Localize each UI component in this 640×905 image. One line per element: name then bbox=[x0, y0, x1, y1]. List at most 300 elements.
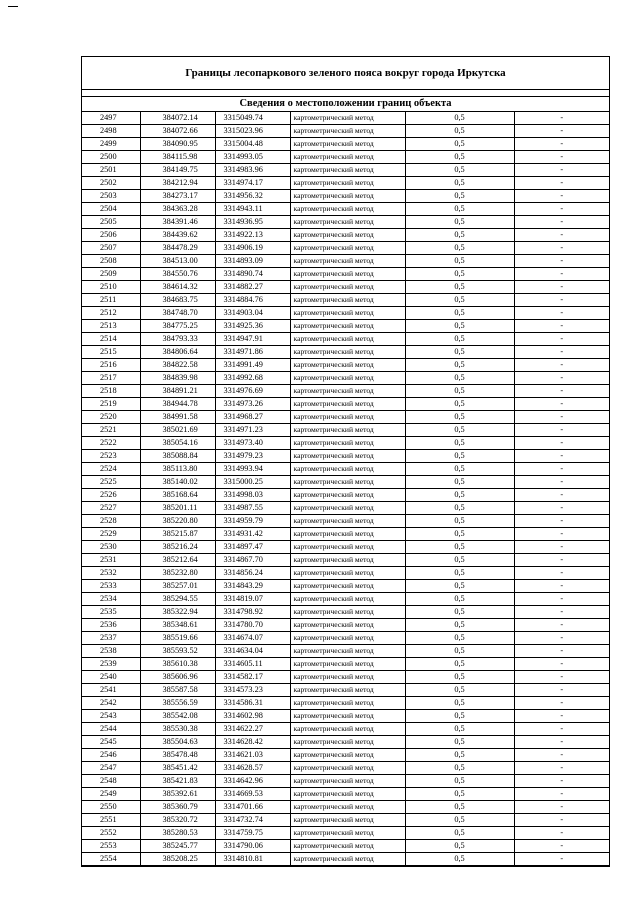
method-cell: картометрический метод bbox=[290, 424, 405, 437]
coord-x-cell: 384775.25 bbox=[140, 320, 215, 333]
method-cell: картометрический метод bbox=[290, 541, 405, 554]
description-cell: - bbox=[514, 372, 609, 385]
table-row bbox=[82, 671, 609, 684]
coord-y-cell: 3314810.81 bbox=[215, 853, 290, 866]
point-number-cell: 2530 bbox=[82, 541, 140, 554]
point-number-cell: 2523 bbox=[82, 450, 140, 463]
precision-cell: 0,5 bbox=[405, 502, 514, 515]
coord-x-cell: 385519.66 bbox=[140, 632, 215, 645]
coord-x-cell: 384513.00 bbox=[140, 255, 215, 268]
coord-y-cell: 3314947.91 bbox=[215, 333, 290, 346]
precision-cell: 0,5 bbox=[405, 684, 514, 697]
section-subtitle: Сведения о местоположении границ объекта bbox=[82, 97, 609, 112]
coord-y-cell: 3314925.36 bbox=[215, 320, 290, 333]
precision-cell: 0,5 bbox=[405, 450, 514, 463]
description-cell: - bbox=[514, 450, 609, 463]
method-cell: картометрический метод bbox=[290, 775, 405, 788]
precision-cell: 0,5 bbox=[405, 151, 514, 164]
coord-x-cell: 385360.79 bbox=[140, 801, 215, 814]
coord-y-cell: 3314701.66 bbox=[215, 801, 290, 814]
coord-x-cell: 385215.87 bbox=[140, 528, 215, 541]
precision-cell: 0,5 bbox=[405, 567, 514, 580]
header-spacer bbox=[82, 90, 609, 97]
coord-x-cell: 385113.80 bbox=[140, 463, 215, 476]
coord-x-cell: 384550.76 bbox=[140, 268, 215, 281]
description-cell: - bbox=[514, 203, 609, 216]
method-cell: картометрический метод bbox=[290, 697, 405, 710]
coord-y-cell: 3314890.74 bbox=[215, 268, 290, 281]
point-number-cell: 2521 bbox=[82, 424, 140, 437]
precision-cell: 0,5 bbox=[405, 736, 514, 749]
coord-y-cell: 3314931.42 bbox=[215, 528, 290, 541]
point-number-cell: 2543 bbox=[82, 710, 140, 723]
point-number-cell: 2544 bbox=[82, 723, 140, 736]
table-row bbox=[82, 151, 609, 164]
coord-y-cell: 3314884.76 bbox=[215, 294, 290, 307]
coord-y-cell: 3314998.03 bbox=[215, 489, 290, 502]
point-number-cell: 2550 bbox=[82, 801, 140, 814]
coord-y-cell: 3314992.68 bbox=[215, 372, 290, 385]
table-row bbox=[82, 567, 609, 580]
table-row bbox=[82, 788, 609, 801]
coord-y-cell: 3314790.06 bbox=[215, 840, 290, 853]
coord-y-cell: 3315000.25 bbox=[215, 476, 290, 489]
description-cell: - bbox=[514, 749, 609, 762]
method-cell: картометрический метод bbox=[290, 593, 405, 606]
table-row bbox=[82, 723, 609, 736]
method-cell: картометрический метод bbox=[290, 827, 405, 840]
coord-y-cell: 3314956.32 bbox=[215, 190, 290, 203]
precision-cell: 0,5 bbox=[405, 788, 514, 801]
precision-cell: 0,5 bbox=[405, 606, 514, 619]
precision-cell: 0,5 bbox=[405, 827, 514, 840]
precision-cell: 0,5 bbox=[405, 801, 514, 814]
description-cell: - bbox=[514, 710, 609, 723]
point-number-cell: 2532 bbox=[82, 567, 140, 580]
table-row bbox=[82, 450, 609, 463]
precision-cell: 0,5 bbox=[405, 528, 514, 541]
precision-cell: 0,5 bbox=[405, 424, 514, 437]
point-number-cell: 2542 bbox=[82, 697, 140, 710]
precision-cell: 0,5 bbox=[405, 632, 514, 645]
method-cell: картометрический метод bbox=[290, 723, 405, 736]
description-cell: - bbox=[514, 645, 609, 658]
point-number-cell: 2522 bbox=[82, 437, 140, 450]
precision-cell: 0,5 bbox=[405, 775, 514, 788]
coord-x-cell: 385478.48 bbox=[140, 749, 215, 762]
precision-cell: 0,5 bbox=[405, 112, 514, 125]
point-number-cell: 2552 bbox=[82, 827, 140, 840]
coord-x-cell: 385421.83 bbox=[140, 775, 215, 788]
method-cell: картометрический метод bbox=[290, 359, 405, 372]
table-row bbox=[82, 463, 609, 476]
method-cell: картометрический метод bbox=[290, 242, 405, 255]
point-number-cell: 2506 bbox=[82, 229, 140, 242]
coord-x-cell: 385504.63 bbox=[140, 736, 215, 749]
coord-x-cell: 385232.80 bbox=[140, 567, 215, 580]
coord-y-cell: 3314634.04 bbox=[215, 645, 290, 658]
description-cell: - bbox=[514, 190, 609, 203]
table-row bbox=[82, 658, 609, 671]
point-number-cell: 2539 bbox=[82, 658, 140, 671]
coord-y-cell: 3314867.70 bbox=[215, 554, 290, 567]
coord-y-cell: 3314602.98 bbox=[215, 710, 290, 723]
coord-y-cell: 3314732.74 bbox=[215, 814, 290, 827]
description-cell: - bbox=[514, 424, 609, 437]
coord-y-cell: 3314976.69 bbox=[215, 385, 290, 398]
method-cell: картометрический метод bbox=[290, 814, 405, 827]
point-number-cell: 2527 bbox=[82, 502, 140, 515]
description-cell: - bbox=[514, 502, 609, 515]
point-number-cell: 2513 bbox=[82, 320, 140, 333]
point-number-cell: 2516 bbox=[82, 359, 140, 372]
method-cell: картометрический метод bbox=[290, 190, 405, 203]
coord-y-cell: 3314943.11 bbox=[215, 203, 290, 216]
coord-x-cell: 384806.64 bbox=[140, 346, 215, 359]
table-row bbox=[82, 853, 609, 866]
coord-x-cell: 385530.38 bbox=[140, 723, 215, 736]
point-number-cell: 2524 bbox=[82, 463, 140, 476]
table-row bbox=[82, 216, 609, 229]
coord-x-cell: 384839.98 bbox=[140, 372, 215, 385]
precision-cell: 0,5 bbox=[405, 723, 514, 736]
precision-cell: 0,5 bbox=[405, 203, 514, 216]
description-cell: - bbox=[514, 294, 609, 307]
coord-y-cell: 3314582.17 bbox=[215, 671, 290, 684]
precision-cell: 0,5 bbox=[405, 359, 514, 372]
coord-x-cell: 385220.80 bbox=[140, 515, 215, 528]
description-cell: - bbox=[514, 489, 609, 502]
point-number-cell: 2525 bbox=[82, 476, 140, 489]
point-number-cell: 2538 bbox=[82, 645, 140, 658]
method-cell: картометрический метод bbox=[290, 346, 405, 359]
coord-y-cell: 3314983.96 bbox=[215, 164, 290, 177]
description-cell: - bbox=[514, 125, 609, 138]
method-cell: картометрический метод bbox=[290, 749, 405, 762]
method-cell: картометрический метод bbox=[290, 203, 405, 216]
table-row bbox=[82, 411, 609, 424]
precision-cell: 0,5 bbox=[405, 541, 514, 554]
description-cell: - bbox=[514, 580, 609, 593]
description-cell: - bbox=[514, 333, 609, 346]
coord-x-cell: 384212.94 bbox=[140, 177, 215, 190]
precision-cell: 0,5 bbox=[405, 437, 514, 450]
coord-y-cell: 3314798.92 bbox=[215, 606, 290, 619]
point-number-cell: 2507 bbox=[82, 242, 140, 255]
description-cell: - bbox=[514, 476, 609, 489]
point-number-cell: 2536 bbox=[82, 619, 140, 632]
description-cell: - bbox=[514, 437, 609, 450]
coord-x-cell: 384072.66 bbox=[140, 125, 215, 138]
coord-y-cell: 3314621.03 bbox=[215, 749, 290, 762]
point-number-cell: 2510 bbox=[82, 281, 140, 294]
coord-y-cell: 3314893.09 bbox=[215, 255, 290, 268]
coord-x-cell: 385542.08 bbox=[140, 710, 215, 723]
coord-y-cell: 3314974.17 bbox=[215, 177, 290, 190]
coord-x-cell: 385556.59 bbox=[140, 697, 215, 710]
table-row bbox=[82, 346, 609, 359]
table-row bbox=[82, 528, 609, 541]
precision-cell: 0,5 bbox=[405, 762, 514, 775]
description-cell: - bbox=[514, 463, 609, 476]
table-row bbox=[82, 502, 609, 515]
precision-cell: 0,5 bbox=[405, 125, 514, 138]
coord-y-cell: 3314987.55 bbox=[215, 502, 290, 515]
method-cell: картометрический метод bbox=[290, 268, 405, 281]
table-row bbox=[82, 268, 609, 281]
description-cell: - bbox=[514, 814, 609, 827]
table-row bbox=[82, 606, 609, 619]
table-row bbox=[82, 294, 609, 307]
precision-cell: 0,5 bbox=[405, 164, 514, 177]
coord-x-cell: 384793.33 bbox=[140, 333, 215, 346]
method-cell: картометрический метод bbox=[290, 632, 405, 645]
point-number-cell: 2517 bbox=[82, 372, 140, 385]
precision-cell: 0,5 bbox=[405, 710, 514, 723]
coord-x-cell: 385245.77 bbox=[140, 840, 215, 853]
coord-x-cell: 385294.55 bbox=[140, 593, 215, 606]
precision-cell: 0,5 bbox=[405, 268, 514, 281]
coord-x-cell: 385216.24 bbox=[140, 541, 215, 554]
description-cell: - bbox=[514, 593, 609, 606]
table-row bbox=[82, 619, 609, 632]
description-cell: - bbox=[514, 840, 609, 853]
description-cell: - bbox=[514, 619, 609, 632]
coord-x-cell: 384748.70 bbox=[140, 307, 215, 320]
coord-x-cell: 384944.78 bbox=[140, 398, 215, 411]
document-title: Границы лесопаркового зеленого пояса вокруг города Иркутска bbox=[82, 57, 609, 90]
coord-x-cell: 384363.28 bbox=[140, 203, 215, 216]
precision-cell: 0,5 bbox=[405, 411, 514, 424]
coord-x-cell: 384478.29 bbox=[140, 242, 215, 255]
coord-y-cell: 3314979.23 bbox=[215, 450, 290, 463]
description-cell: - bbox=[514, 606, 609, 619]
precision-cell: 0,5 bbox=[405, 554, 514, 567]
description-cell: - bbox=[514, 398, 609, 411]
description-cell: - bbox=[514, 632, 609, 645]
precision-cell: 0,5 bbox=[405, 294, 514, 307]
coord-y-cell: 3314959.79 bbox=[215, 515, 290, 528]
method-cell: картометрический метод bbox=[290, 333, 405, 346]
coord-x-cell: 384991.58 bbox=[140, 411, 215, 424]
table-row bbox=[82, 203, 609, 216]
description-cell: - bbox=[514, 762, 609, 775]
description-cell: - bbox=[514, 541, 609, 554]
coord-x-cell: 385021.69 bbox=[140, 424, 215, 437]
coord-y-cell: 3314971.23 bbox=[215, 424, 290, 437]
description-cell: - bbox=[514, 853, 609, 866]
description-cell: - bbox=[514, 411, 609, 424]
coord-y-cell: 3314882.27 bbox=[215, 281, 290, 294]
point-number-cell: 2526 bbox=[82, 489, 140, 502]
method-cell: картометрический метод bbox=[290, 619, 405, 632]
point-number-cell: 2549 bbox=[82, 788, 140, 801]
coord-y-cell: 3314573.23 bbox=[215, 684, 290, 697]
precision-cell: 0,5 bbox=[405, 658, 514, 671]
description-cell: - bbox=[514, 320, 609, 333]
description-cell: - bbox=[514, 229, 609, 242]
point-number-cell: 2519 bbox=[82, 398, 140, 411]
coord-y-cell: 3314993.94 bbox=[215, 463, 290, 476]
precision-cell: 0,5 bbox=[405, 177, 514, 190]
precision-cell: 0,5 bbox=[405, 476, 514, 489]
method-cell: картометрический метод bbox=[290, 489, 405, 502]
coord-y-cell: 3314843.29 bbox=[215, 580, 290, 593]
method-cell: картометрический метод bbox=[290, 645, 405, 658]
coord-x-cell: 384391.46 bbox=[140, 216, 215, 229]
description-cell: - bbox=[514, 216, 609, 229]
precision-cell: 0,5 bbox=[405, 385, 514, 398]
table-row bbox=[82, 190, 609, 203]
table-row bbox=[82, 580, 609, 593]
description-cell: - bbox=[514, 697, 609, 710]
method-cell: картометрический метод bbox=[290, 606, 405, 619]
table-row bbox=[82, 125, 609, 138]
description-cell: - bbox=[514, 359, 609, 372]
method-cell: картометрический метод bbox=[290, 684, 405, 697]
point-number-cell: 2548 bbox=[82, 775, 140, 788]
point-number-cell: 2499 bbox=[82, 138, 140, 151]
point-number-cell: 2535 bbox=[82, 606, 140, 619]
table-row bbox=[82, 112, 609, 125]
coord-x-cell: 385280.53 bbox=[140, 827, 215, 840]
coord-y-cell: 3314628.42 bbox=[215, 736, 290, 749]
method-cell: картометрический метод bbox=[290, 671, 405, 684]
table-row bbox=[82, 554, 609, 567]
point-number-cell: 2515 bbox=[82, 346, 140, 359]
coord-y-cell: 3314936.95 bbox=[215, 216, 290, 229]
method-cell: картометрический метод bbox=[290, 216, 405, 229]
description-cell: - bbox=[514, 658, 609, 671]
method-cell: картометрический метод bbox=[290, 164, 405, 177]
table-row bbox=[82, 684, 609, 697]
coord-x-cell: 384614.32 bbox=[140, 281, 215, 294]
table-row bbox=[82, 242, 609, 255]
coordinates-table bbox=[82, 112, 609, 866]
method-cell: картометрический метод bbox=[290, 502, 405, 515]
precision-cell: 0,5 bbox=[405, 307, 514, 320]
precision-cell: 0,5 bbox=[405, 333, 514, 346]
description-cell: - bbox=[514, 346, 609, 359]
method-cell: картометрический метод bbox=[290, 437, 405, 450]
table-row bbox=[82, 164, 609, 177]
point-number-cell: 2531 bbox=[82, 554, 140, 567]
coord-x-cell: 385593.52 bbox=[140, 645, 215, 658]
coord-x-cell: 384149.75 bbox=[140, 164, 215, 177]
coord-x-cell: 384683.75 bbox=[140, 294, 215, 307]
point-number-cell: 2547 bbox=[82, 762, 140, 775]
description-cell: - bbox=[514, 684, 609, 697]
coord-y-cell: 3314669.53 bbox=[215, 788, 290, 801]
table-row bbox=[82, 372, 609, 385]
scan-mark bbox=[8, 6, 18, 7]
precision-cell: 0,5 bbox=[405, 593, 514, 606]
description-cell: - bbox=[514, 723, 609, 736]
method-cell: картометрический метод bbox=[290, 528, 405, 541]
precision-cell: 0,5 bbox=[405, 216, 514, 229]
description-cell: - bbox=[514, 736, 609, 749]
point-number-cell: 2529 bbox=[82, 528, 140, 541]
method-cell: картометрический метод bbox=[290, 840, 405, 853]
coord-x-cell: 385322.94 bbox=[140, 606, 215, 619]
table-row bbox=[82, 697, 609, 710]
coord-x-cell: 385610.38 bbox=[140, 658, 215, 671]
table-row bbox=[82, 593, 609, 606]
point-number-cell: 2498 bbox=[82, 125, 140, 138]
coord-y-cell: 3315023.96 bbox=[215, 125, 290, 138]
table-row bbox=[82, 359, 609, 372]
method-cell: картометрический метод bbox=[290, 801, 405, 814]
description-cell: - bbox=[514, 112, 609, 125]
method-cell: картометрический метод bbox=[290, 515, 405, 528]
point-number-cell: 2511 bbox=[82, 294, 140, 307]
table-row bbox=[82, 255, 609, 268]
coord-y-cell: 3314971.86 bbox=[215, 346, 290, 359]
point-number-cell: 2518 bbox=[82, 385, 140, 398]
point-number-cell: 2497 bbox=[82, 112, 140, 125]
description-cell: - bbox=[514, 801, 609, 814]
precision-cell: 0,5 bbox=[405, 671, 514, 684]
precision-cell: 0,5 bbox=[405, 320, 514, 333]
description-cell: - bbox=[514, 177, 609, 190]
point-number-cell: 2545 bbox=[82, 736, 140, 749]
table-row bbox=[82, 541, 609, 554]
description-cell: - bbox=[514, 567, 609, 580]
description-cell: - bbox=[514, 281, 609, 294]
coord-x-cell: 385451.42 bbox=[140, 762, 215, 775]
point-number-cell: 2500 bbox=[82, 151, 140, 164]
point-number-cell: 2540 bbox=[82, 671, 140, 684]
table-row bbox=[82, 307, 609, 320]
coord-y-cell: 3315004.48 bbox=[215, 138, 290, 151]
method-cell: картометрический метод bbox=[290, 710, 405, 723]
coord-y-cell: 3314903.04 bbox=[215, 307, 290, 320]
method-cell: картометрический метод bbox=[290, 853, 405, 866]
description-cell: - bbox=[514, 164, 609, 177]
coord-x-cell: 384115.98 bbox=[140, 151, 215, 164]
table-row bbox=[82, 229, 609, 242]
description-cell: - bbox=[514, 788, 609, 801]
method-cell: картометрический метод bbox=[290, 281, 405, 294]
method-cell: картометрический метод bbox=[290, 788, 405, 801]
precision-cell: 0,5 bbox=[405, 398, 514, 411]
method-cell: картометрический метод bbox=[290, 463, 405, 476]
coord-x-cell: 385212.64 bbox=[140, 554, 215, 567]
description-cell: - bbox=[514, 775, 609, 788]
point-number-cell: 2537 bbox=[82, 632, 140, 645]
point-number-cell: 2509 bbox=[82, 268, 140, 281]
table-row bbox=[82, 385, 609, 398]
coord-x-cell: 384273.17 bbox=[140, 190, 215, 203]
point-number-cell: 2508 bbox=[82, 255, 140, 268]
precision-cell: 0,5 bbox=[405, 229, 514, 242]
coord-x-cell: 385088.84 bbox=[140, 450, 215, 463]
table-row bbox=[82, 775, 609, 788]
point-number-cell: 2554 bbox=[82, 853, 140, 866]
coord-y-cell: 3314993.05 bbox=[215, 151, 290, 164]
table-row bbox=[82, 515, 609, 528]
coord-x-cell: 385140.02 bbox=[140, 476, 215, 489]
point-number-cell: 2520 bbox=[82, 411, 140, 424]
precision-cell: 0,5 bbox=[405, 255, 514, 268]
method-cell: картометрический метод bbox=[290, 554, 405, 567]
coord-x-cell: 385320.72 bbox=[140, 814, 215, 827]
coord-x-cell: 384891.21 bbox=[140, 385, 215, 398]
coord-y-cell: 3314819.07 bbox=[215, 593, 290, 606]
description-cell: - bbox=[514, 671, 609, 684]
method-cell: картометрический метод bbox=[290, 385, 405, 398]
method-cell: картометрический метод bbox=[290, 112, 405, 125]
